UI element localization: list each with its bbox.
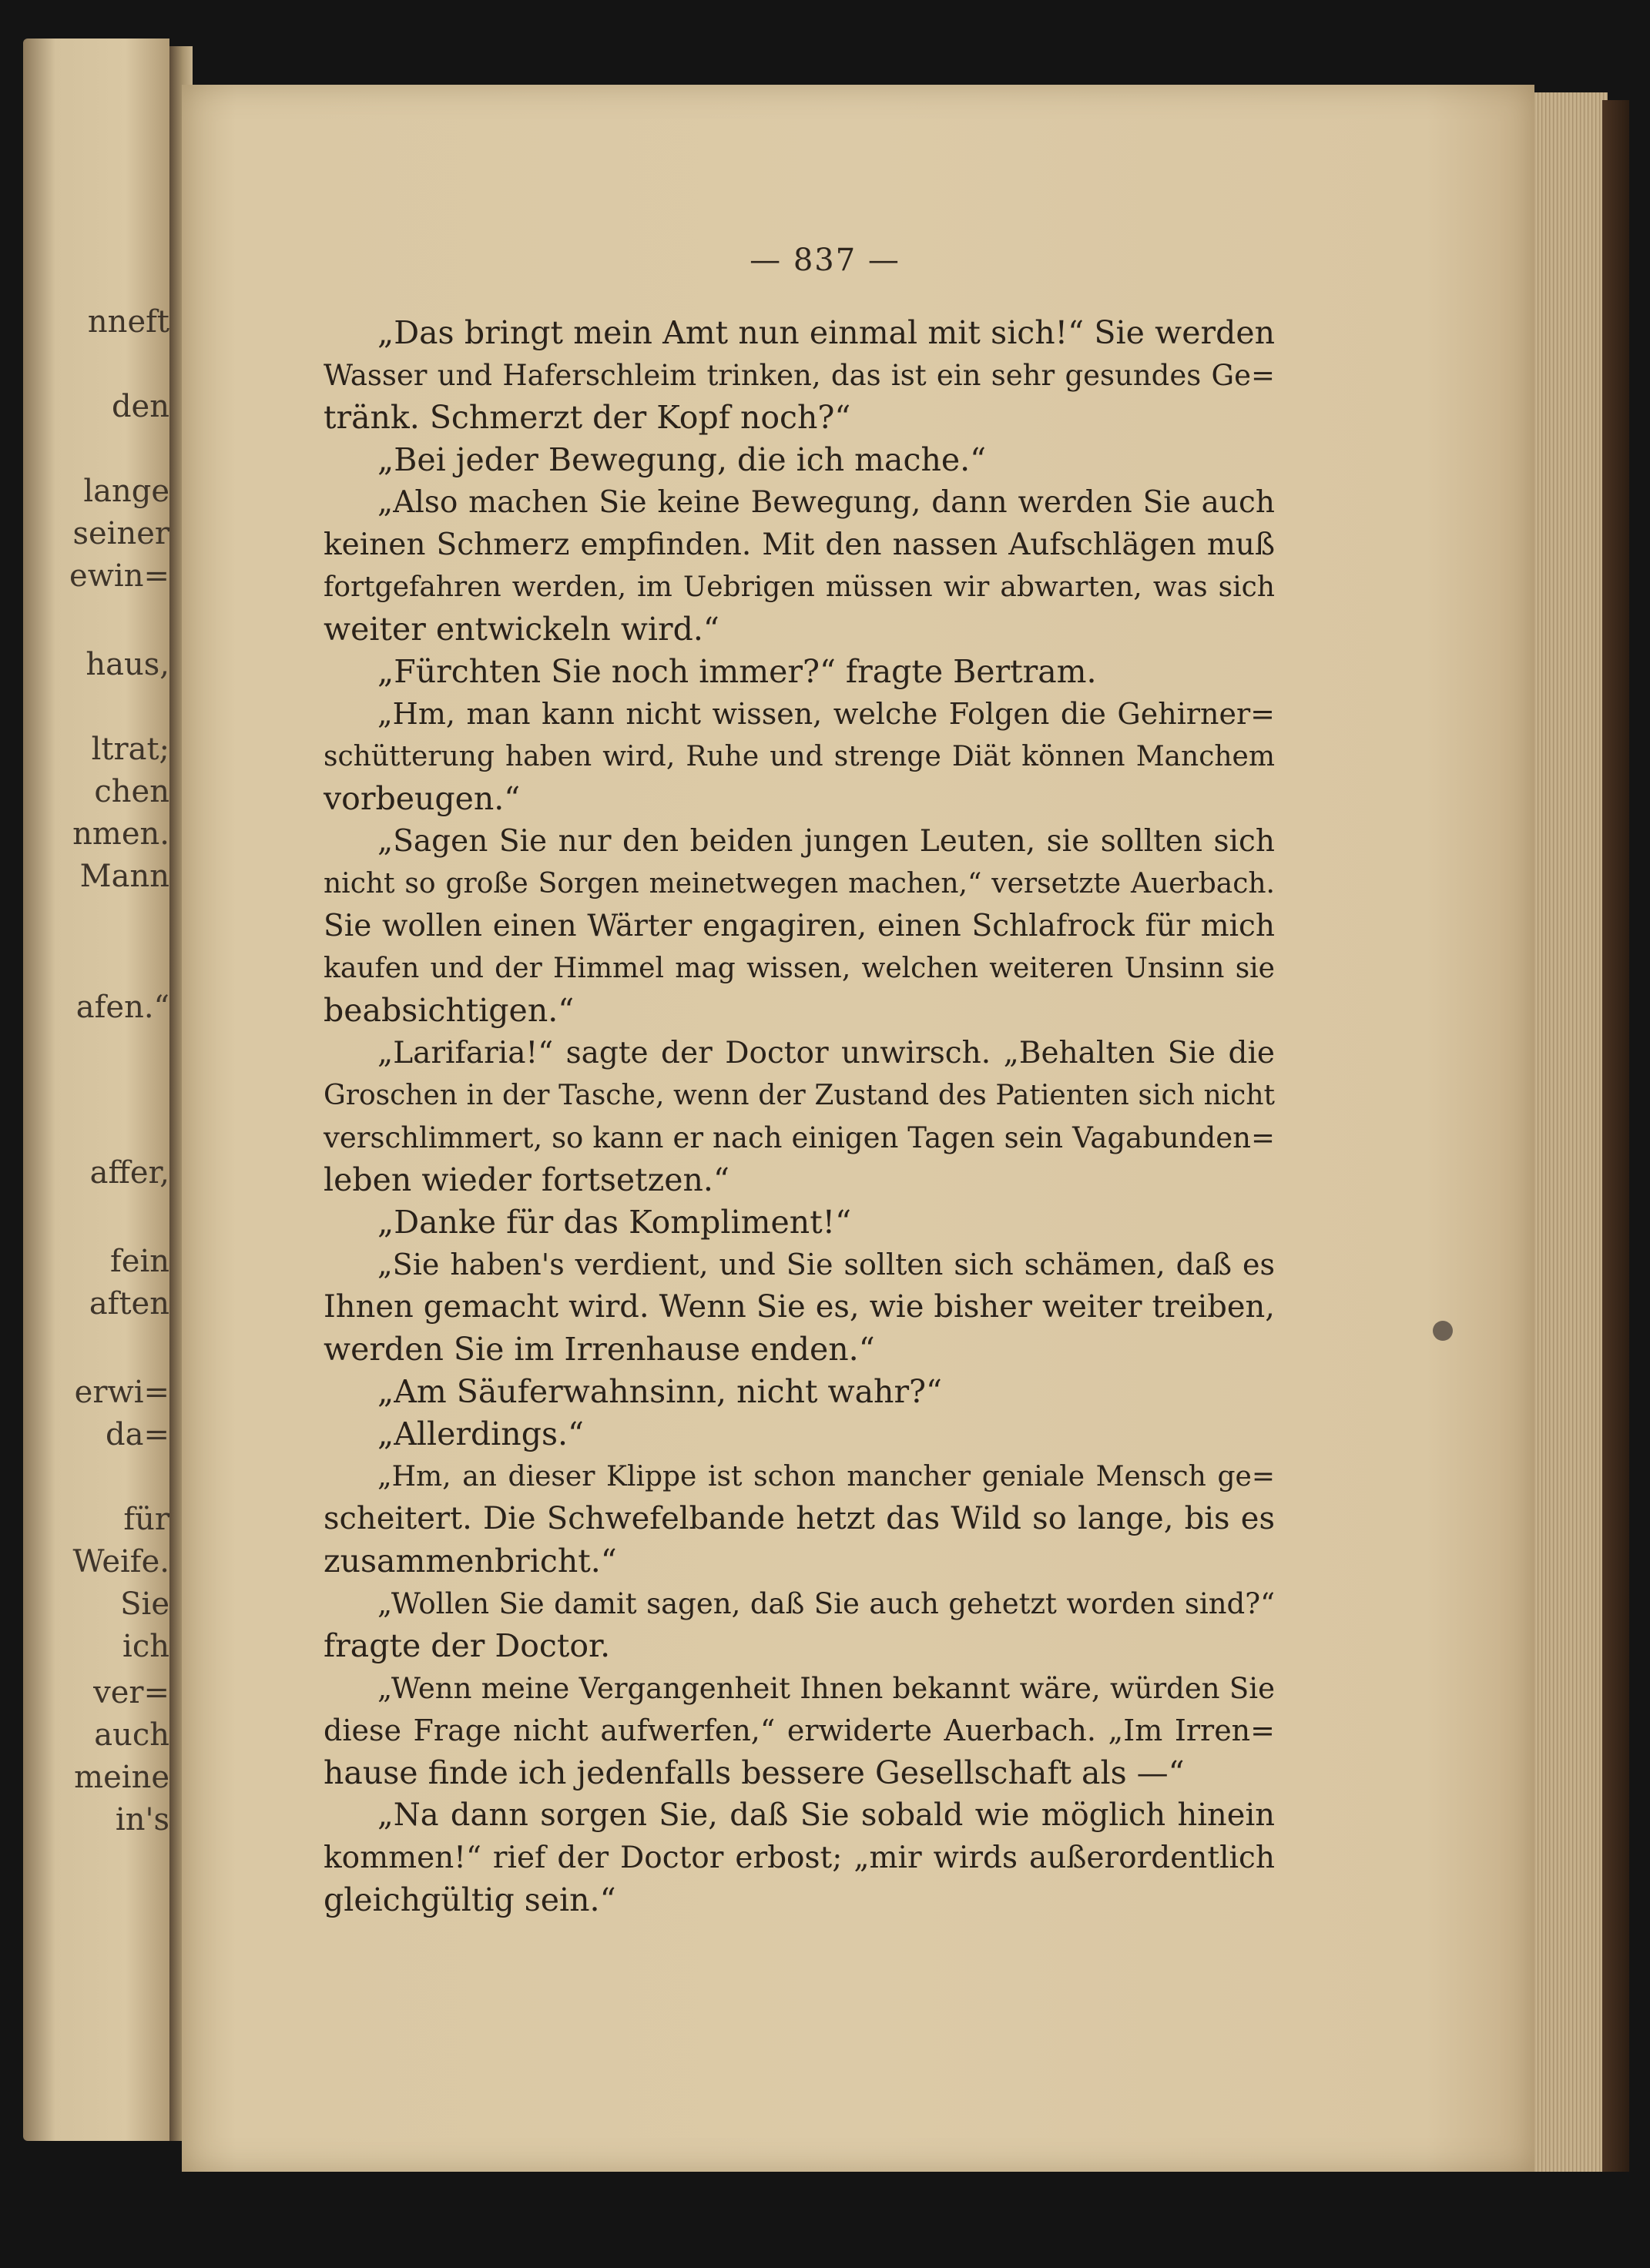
- text-line: keinen Schmerz empfinden. Mit den nassen Aufschlägen muß: [324, 528, 1275, 562]
- text-line: zusammenbricht.“: [324, 1543, 617, 1580]
- text-line: werden Sie im Irrenhause enden.“: [324, 1331, 875, 1368]
- book-cover-edge: [1602, 100, 1629, 2172]
- text-line: weiter entwickeln wird.“: [324, 611, 719, 648]
- text-line: fragte der Doctor.: [324, 1627, 611, 1664]
- previous-page-fragment: affer,: [89, 1155, 169, 1191]
- previous-page-fragment: seiner: [72, 516, 169, 551]
- text-line: Groschen in der Tasche, wenn der Zustand des Patienten sich nicht: [324, 1080, 1275, 1111]
- previous-page-fragment: haus,: [86, 647, 169, 682]
- text-line: „Wenn meine Vergangenheit Ihnen bekannt wäre, würden Sie: [377, 1672, 1275, 1705]
- text-line: nicht so große Sorgen meinetwegen machen,“ versetzte Auerbach.: [324, 868, 1275, 899]
- text-line: „Hm, man kann nicht wissen, welche Folgen die Gehirner=: [377, 697, 1275, 731]
- text-line: diese Frage nicht aufwerfen,“ erwiderte Auerbach. „Im Irren=: [324, 1714, 1275, 1747]
- text-line: leben wieder fortsetzen.“: [324, 1161, 729, 1198]
- text-line: hause finde ich jedenfalls bessere Gesellschaft als —“: [324, 1754, 1185, 1791]
- text-line: verschlimmert, so kann er nach einigen Tagen sein Vagabunden=: [324, 1121, 1275, 1154]
- text-line: „Wollen Sie damit sagen, daß Sie auch gehetzt worden sind?“: [377, 1587, 1275, 1620]
- text-line: „Am Säuferwahnsinn, nicht wahr?“: [377, 1373, 942, 1410]
- previous-page-fragment: in's: [115, 1802, 169, 1838]
- text-line: „Sagen Sie nur den beiden jungen Leuten, sie sollten sich: [377, 824, 1275, 859]
- previous-page-fragment: afen.“: [75, 990, 169, 1025]
- text-line: schütterung haben wird, Ruhe und strenge Diät können Manchem: [324, 741, 1275, 772]
- text-line: „Also machen Sie keine Bewegung, dann werden Sie auch: [377, 485, 1275, 520]
- text-line: „Bei jeder Bewegung, die ich mache.“: [377, 441, 987, 478]
- previous-page-fragment: nneft: [87, 304, 169, 340]
- text-line: „Das bringt mein Amt nun einmal mit sich!“ Sie werden: [377, 314, 1275, 351]
- previous-page-fragment: nmen.: [72, 816, 169, 852]
- text-line: „Danke für das Kompliment!“: [377, 1204, 852, 1241]
- previous-page-edge: [23, 39, 169, 2141]
- page-edges: [1534, 92, 1608, 2172]
- page-number: — 837 —: [750, 243, 900, 278]
- text-line: „Fürchten Sie noch immer?“ fragte Bertram.: [377, 653, 1097, 690]
- text-line: „Sie haben's verdient, und Sie sollten sich schämen, daß es: [377, 1248, 1275, 1281]
- text-line: Ihnen gemacht wird. Wenn Sie es, wie bisher weiter treiben,: [324, 1289, 1275, 1325]
- text-line: vorbeugen.“: [324, 780, 521, 817]
- text-line: Wasser und Haferschleim trinken, das ist ein sehr gesundes Ge=: [324, 359, 1275, 392]
- previous-page-fragment: erwi=: [74, 1375, 169, 1410]
- previous-page-fragment: Mann: [79, 859, 169, 894]
- previous-page-fragment: fein: [109, 1244, 169, 1279]
- text-line: „Allerdings.“: [377, 1415, 584, 1452]
- previous-page-fragment: ver=: [93, 1675, 169, 1710]
- text-line: „Hm, an dieser Klippe ist schon mancher geniale Mensch ge=: [377, 1461, 1275, 1492]
- text-line: gleichgültig sein.“: [324, 1881, 616, 1918]
- previous-page-fragment: Weife.: [72, 1544, 169, 1580]
- previous-page-fragment: aften: [89, 1286, 169, 1322]
- previous-page-fragment: chen: [94, 774, 169, 809]
- text-line: kommen!“ rief der Doctor erbost; „mir wirds außerordentlich: [324, 1841, 1275, 1875]
- page-body-text: [324, 312, 1275, 1921]
- text-line: „Na dann sorgen Sie, daß Sie sobald wie möglich hinein: [377, 1797, 1275, 1833]
- text-line: fortgefahren werden, im Uebrigen müssen wir abwarten, was sich: [324, 571, 1275, 603]
- text-line: „Larifaria!“ sagte der Doctor unwirsch. „Behalten Sie die: [377, 1036, 1275, 1070]
- previous-page-fragment: ewin=: [69, 558, 169, 594]
- previous-page-fragment: auch: [94, 1717, 169, 1753]
- previous-page-fragment: ich: [122, 1629, 169, 1664]
- previous-page-fragment: für: [123, 1502, 169, 1537]
- text-line: beabsichtigen.“: [324, 992, 575, 1029]
- text-line: kaufen und der Himmel mag wissen, welchen weiteren Unsinn sie: [324, 953, 1275, 984]
- text-line: scheitert. Die Schwefelbande hetzt das Wild so lange, bis es: [324, 1501, 1275, 1536]
- previous-page-text-fragments: [23, 39, 169, 2141]
- text-line: tränk. Schmerzt der Kopf noch?“: [324, 399, 851, 436]
- previous-page-fragment: meine: [74, 1760, 169, 1795]
- previous-page-fragment: den: [111, 389, 169, 424]
- previous-page-fragment: lange: [83, 474, 169, 509]
- text-line: Sie wollen einen Wärter engagiren, einen Schlafrock für mich: [324, 909, 1275, 943]
- previous-page-fragment: ltrat;: [91, 732, 169, 767]
- page-stain: [1433, 1321, 1453, 1341]
- previous-page-fragment: da=: [106, 1417, 169, 1452]
- previous-page-fragment: Sie: [120, 1586, 169, 1622]
